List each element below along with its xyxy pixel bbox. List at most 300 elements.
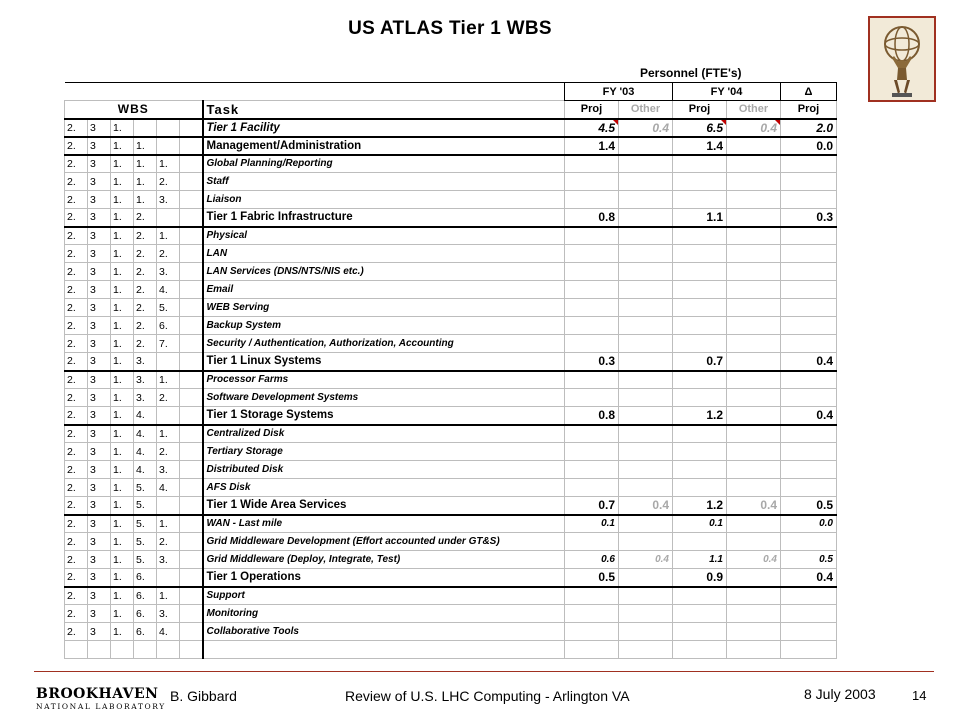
task-cell: Liaison [203, 191, 565, 209]
other-fy03-cell [619, 353, 673, 371]
task-cell: Management/Administration [203, 137, 565, 155]
table-row [65, 587, 837, 605]
table-row [65, 407, 837, 425]
wbs-code-cell [180, 479, 203, 497]
other-fy03-cell [619, 407, 673, 425]
delta-cell: 0.4 [781, 569, 837, 587]
wbs-code-cell: 1. [111, 479, 134, 497]
proj-fy04-cell: 1.1 [673, 209, 727, 227]
wbs-code-cell [180, 533, 203, 551]
page-title: US ATLAS Tier 1 WBS [348, 18, 552, 39]
table-row [65, 245, 837, 263]
wbs-code-cell: 3. [157, 191, 180, 209]
wbs-code-cell: 6. [134, 587, 157, 605]
wbs-code-cell: 1. [111, 407, 134, 425]
wbs-code-cell: 4. [157, 479, 180, 497]
other-fy03-cell [619, 317, 673, 335]
other-fy03-cell [619, 587, 673, 605]
wbs-code-cell: 2. [65, 155, 88, 173]
proj-header-fy04: Proj [673, 101, 727, 119]
delta-cell [781, 425, 837, 443]
wbs-code-cell: 4. [134, 461, 157, 479]
task-cell: WAN - Last mile [203, 515, 565, 533]
proj-fy04-cell [673, 533, 727, 551]
other-fy04-cell [727, 353, 781, 371]
wbs-code-cell: 1. [111, 623, 134, 641]
other-fy04-cell [727, 317, 781, 335]
fy03-header: FY '03 [565, 83, 673, 101]
proj-fy04-cell [673, 263, 727, 281]
table-row [65, 569, 837, 587]
proj-fy03-cell [565, 155, 619, 173]
task-cell: Grid Middleware Development (Effort accounted under GT&S) [203, 533, 565, 551]
atlas-figure-logo-icon [868, 16, 936, 102]
wbs-code-cell: 1. [111, 155, 134, 173]
wbs-code-cell: 1. [111, 497, 134, 515]
wbs-code-cell: 6. [134, 623, 157, 641]
wbs-code-cell: 2. [157, 245, 180, 263]
proj-fy03-cell [565, 227, 619, 245]
wbs-code-cell: 2. [134, 281, 157, 299]
wbs-code-cell: 3 [88, 425, 111, 443]
wbs-code-cell: 1. [111, 371, 134, 389]
table-row [65, 425, 837, 443]
task-cell: Collaborative Tools [203, 623, 565, 641]
wbs-code-cell: 1. [111, 119, 134, 137]
wbs-code-cell: 1. [111, 425, 134, 443]
wbs-code-cell: 3 [88, 551, 111, 569]
table-row [65, 263, 837, 281]
table-row [65, 515, 837, 533]
task-cell: Support [203, 587, 565, 605]
table-row [65, 335, 837, 353]
delta-cell [781, 533, 837, 551]
delta-cell [781, 317, 837, 335]
other-fy03-cell [619, 533, 673, 551]
table-row [65, 281, 837, 299]
delta-cell [781, 245, 837, 263]
delta-cell [781, 173, 837, 191]
other-fy03-cell [619, 263, 673, 281]
proj-fy03-cell: 4.5 [565, 119, 619, 137]
wbs-code-cell: 2. [65, 353, 88, 371]
wbs-code-cell: 1. [111, 281, 134, 299]
wbs-code-cell: 1. [111, 335, 134, 353]
wbs-code-cell: 5. [134, 479, 157, 497]
proj-fy03-cell [565, 479, 619, 497]
wbs-code-cell [180, 281, 203, 299]
delta-cell [781, 605, 837, 623]
task-cell: Backup System [203, 317, 565, 335]
wbs-code-cell: 5. [157, 299, 180, 317]
wbs-code-cell: 4. [157, 623, 180, 641]
wbs-code-cell [180, 335, 203, 353]
proj-fy04-cell [673, 641, 727, 659]
wbs-code-cell: 1. [134, 173, 157, 191]
wbs-code-cell: 3. [157, 605, 180, 623]
wbs-code-cell: 1. [157, 371, 180, 389]
other-fy04-cell [727, 533, 781, 551]
column-header-row [65, 101, 837, 119]
task-header: Task [203, 101, 565, 119]
wbs-code-cell [157, 407, 180, 425]
personnel-label: Personnel (FTE's) [640, 66, 742, 80]
other-fy03-cell [619, 173, 673, 191]
wbs-code-cell: 2. [65, 623, 88, 641]
other-fy03-cell [619, 479, 673, 497]
lab-subtitle: NATIONAL LABORATORY [36, 702, 166, 711]
other-fy04-cell [727, 569, 781, 587]
wbs-code-cell: 1. [157, 155, 180, 173]
proj-header-delta: Proj [781, 101, 837, 119]
wbs-code-cell [157, 119, 180, 137]
wbs-code-cell: 1. [134, 137, 157, 155]
proj-fy04-cell [673, 317, 727, 335]
wbs-code-cell: 1. [111, 605, 134, 623]
wbs-code-cell: 2. [65, 443, 88, 461]
proj-fy03-cell: 0.3 [565, 353, 619, 371]
other-fy04-cell [727, 191, 781, 209]
wbs-code-cell [180, 461, 203, 479]
proj-fy03-cell: 0.5 [565, 569, 619, 587]
table-row [65, 209, 837, 227]
other-header-fy03: Other [619, 101, 673, 119]
other-fy03-cell: 0.4 [619, 497, 673, 515]
other-fy04-cell: 0.4 [727, 119, 781, 137]
other-fy04-cell [727, 623, 781, 641]
wbs-code-cell: 2. [65, 173, 88, 191]
table-row [65, 353, 837, 371]
wbs-code-cell: 2. [157, 389, 180, 407]
other-fy03-cell [619, 425, 673, 443]
talk-title: Review of U.S. LHC Computing - Arlington VA [345, 688, 630, 704]
wbs-code-cell [65, 641, 88, 659]
other-fy03-cell [619, 623, 673, 641]
proj-fy04-cell [673, 245, 727, 263]
proj-fy03-cell [565, 425, 619, 443]
wbs-code-cell: 3. [134, 353, 157, 371]
wbs-code-cell: 3 [88, 569, 111, 587]
task-cell: Grid Middleware (Deploy, Integrate, Test) [203, 551, 565, 569]
wbs-code-cell: 1. [111, 569, 134, 587]
proj-fy03-cell [565, 389, 619, 407]
task-cell: Tertiary Storage [203, 443, 565, 461]
task-cell: WEB Serving [203, 299, 565, 317]
table-row [65, 551, 837, 569]
proj-fy04-cell [673, 227, 727, 245]
table-row [65, 137, 837, 155]
table-row [65, 605, 837, 623]
wbs-code-cell [157, 641, 180, 659]
wbs-code-cell [180, 587, 203, 605]
wbs-code-cell [157, 137, 180, 155]
wbs-code-cell: 2. [65, 299, 88, 317]
wbs-code-cell: 3 [88, 155, 111, 173]
wbs-code-cell: 3 [88, 245, 111, 263]
wbs-code-cell: 6. [134, 569, 157, 587]
other-fy04-cell [727, 407, 781, 425]
delta-cell [781, 389, 837, 407]
wbs-code-cell: 3 [88, 587, 111, 605]
wbs-code-cell [134, 119, 157, 137]
wbs-code-cell: 2. [65, 515, 88, 533]
task-cell: AFS Disk [203, 479, 565, 497]
wbs-code-cell [180, 371, 203, 389]
task-cell: Tier 1 Operations [203, 569, 565, 587]
other-fy03-cell [619, 605, 673, 623]
delta-cell [781, 443, 837, 461]
wbs-code-cell [180, 263, 203, 281]
table-row [65, 119, 837, 137]
proj-fy04-cell [673, 299, 727, 317]
wbs-code-cell [157, 209, 180, 227]
delta-cell [781, 263, 837, 281]
proj-fy03-cell [565, 317, 619, 335]
wbs-code-cell: 3 [88, 623, 111, 641]
wbs-code-cell: 2. [157, 173, 180, 191]
table-row [65, 173, 837, 191]
proj-fy03-cell: 0.1 [565, 515, 619, 533]
wbs-code-cell: 5. [134, 551, 157, 569]
wbs-code-cell: 2. [65, 227, 88, 245]
wbs-code-cell: 2. [65, 461, 88, 479]
other-fy04-cell [727, 605, 781, 623]
wbs-code-cell: 1. [134, 191, 157, 209]
wbs-code-cell: 2. [65, 209, 88, 227]
other-fy04-cell [727, 263, 781, 281]
wbs-code-cell [157, 497, 180, 515]
wbs-code-cell: 2. [65, 479, 88, 497]
table-row [65, 641, 837, 659]
wbs-code-cell: 2. [65, 407, 88, 425]
wbs-code-cell: 3 [88, 389, 111, 407]
task-cell: Tier 1 Linux Systems [203, 353, 565, 371]
task-cell: Tier 1 Storage Systems [203, 407, 565, 425]
proj-fy03-cell [565, 533, 619, 551]
wbs-code-cell: 3 [88, 317, 111, 335]
other-fy03-cell [619, 299, 673, 317]
wbs-code-cell: 2. [134, 335, 157, 353]
wbs-code-cell: 1. [111, 533, 134, 551]
wbs-code-cell: 1. [111, 443, 134, 461]
table-row [65, 227, 837, 245]
task-cell: Centralized Disk [203, 425, 565, 443]
wbs-code-cell: 1. [134, 155, 157, 173]
other-fy04-cell [727, 641, 781, 659]
delta-cell [781, 299, 837, 317]
wbs-code-cell [180, 605, 203, 623]
wbs-code-cell: 3 [88, 281, 111, 299]
other-fy04-cell: 0.4 [727, 551, 781, 569]
proj-fy03-cell: 1.4 [565, 137, 619, 155]
wbs-code-cell [180, 425, 203, 443]
other-fy04-cell [727, 209, 781, 227]
wbs-code-cell [180, 443, 203, 461]
wbs-code-cell [180, 245, 203, 263]
wbs-code-cell: 2. [134, 263, 157, 281]
table-row [65, 443, 837, 461]
delta-cell: 0.0 [781, 137, 837, 155]
task-cell: Tier 1 Facility [203, 119, 565, 137]
other-fy03-cell: 0.4 [619, 119, 673, 137]
proj-fy03-cell [565, 371, 619, 389]
proj-fy04-cell [673, 389, 727, 407]
proj-fy03-cell [565, 335, 619, 353]
wbs-code-cell [157, 569, 180, 587]
wbs-code-cell: 4. [134, 443, 157, 461]
wbs-code-cell: 3 [88, 353, 111, 371]
delta-cell [781, 371, 837, 389]
other-fy04-cell [727, 335, 781, 353]
wbs-code-cell: 1. [157, 227, 180, 245]
delta-cell: 0.4 [781, 353, 837, 371]
other-fy03-cell [619, 335, 673, 353]
wbs-code-cell: 2. [65, 389, 88, 407]
wbs-code-cell: 3 [88, 191, 111, 209]
other-fy04-cell [727, 227, 781, 245]
delta-cell [781, 461, 837, 479]
wbs-code-cell [180, 389, 203, 407]
proj-fy04-cell [673, 155, 727, 173]
proj-fy03-cell [565, 281, 619, 299]
proj-fy03-cell [565, 461, 619, 479]
wbs-code-cell: 3 [88, 209, 111, 227]
wbs-code-cell [180, 515, 203, 533]
other-fy03-cell: 0.4 [619, 551, 673, 569]
proj-fy03-cell [565, 443, 619, 461]
delta-header: Δ [781, 83, 837, 101]
wbs-code-cell: 2. [65, 317, 88, 335]
other-header-fy04: Other [727, 101, 781, 119]
table-row [65, 155, 837, 173]
other-fy03-cell [619, 443, 673, 461]
proj-fy04-cell: 1.2 [673, 497, 727, 515]
wbs-code-cell: 1. [111, 389, 134, 407]
wbs-code-cell: 3 [88, 119, 111, 137]
wbs-code-cell: 3. [134, 389, 157, 407]
proj-header-fy03: Proj [565, 101, 619, 119]
wbs-code-cell [180, 497, 203, 515]
table-row [65, 317, 837, 335]
wbs-code-cell: 2. [65, 263, 88, 281]
other-fy04-cell: 0.4 [727, 497, 781, 515]
table-row [65, 299, 837, 317]
proj-fy04-cell [673, 173, 727, 191]
wbs-code-cell: 2. [134, 209, 157, 227]
wbs-code-cell: 2. [65, 137, 88, 155]
wbs-code-cell: 1. [111, 515, 134, 533]
wbs-code-cell: 2. [65, 605, 88, 623]
proj-fy04-cell: 0.1 [673, 515, 727, 533]
delta-cell [781, 155, 837, 173]
wbs-code-cell: 7. [157, 335, 180, 353]
wbs-code-cell: 2. [134, 299, 157, 317]
wbs-code-cell: 2. [65, 587, 88, 605]
lab-name: BROOKHAVEN [36, 686, 159, 702]
wbs-code-cell: 3 [88, 497, 111, 515]
other-fy03-cell [619, 209, 673, 227]
proj-fy03-cell: 0.6 [565, 551, 619, 569]
proj-fy03-cell [565, 641, 619, 659]
wbs-code-cell [180, 317, 203, 335]
task-cell: Security / Authentication, Authorization, Accounting [203, 335, 565, 353]
wbs-header: WBS [65, 101, 203, 119]
proj-fy03-cell [565, 605, 619, 623]
task-cell [203, 641, 565, 659]
task-cell: Software Development Systems [203, 389, 565, 407]
proj-fy03-cell: 0.8 [565, 209, 619, 227]
wbs-code-cell [180, 137, 203, 155]
wbs-code-cell: 2. [65, 245, 88, 263]
proj-fy04-cell [673, 605, 727, 623]
proj-fy03-cell [565, 623, 619, 641]
task-cell: Tier 1 Fabric Infrastructure [203, 209, 565, 227]
wbs-code-cell [111, 641, 134, 659]
proj-fy04-cell [673, 425, 727, 443]
wbs-code-cell: 2. [65, 191, 88, 209]
delta-cell: 0.5 [781, 551, 837, 569]
proj-fy04-cell: 1.1 [673, 551, 727, 569]
wbs-code-cell: 2. [157, 443, 180, 461]
wbs-code-cell: 3 [88, 443, 111, 461]
wbs-code-cell: 3. [157, 263, 180, 281]
other-fy04-cell [727, 371, 781, 389]
wbs-code-cell: 1. [111, 137, 134, 155]
wbs-code-cell: 1. [111, 245, 134, 263]
wbs-code-cell: 5. [134, 497, 157, 515]
fy-header-row [65, 83, 837, 101]
delta-cell [781, 479, 837, 497]
wbs-code-cell: 2. [157, 533, 180, 551]
wbs-code-cell: 1. [111, 317, 134, 335]
delta-cell [781, 227, 837, 245]
delta-cell [781, 281, 837, 299]
wbs-code-cell: 4. [134, 425, 157, 443]
wbs-code-cell: 6. [134, 605, 157, 623]
other-fy03-cell [619, 461, 673, 479]
wbs-code-cell: 1. [111, 227, 134, 245]
wbs-code-cell: 3 [88, 479, 111, 497]
wbs-code-cell: 3 [88, 335, 111, 353]
wbs-code-cell: 2. [65, 551, 88, 569]
wbs-code-cell: 3 [88, 263, 111, 281]
wbs-code-cell: 3 [88, 461, 111, 479]
other-fy03-cell [619, 641, 673, 659]
delta-cell [781, 335, 837, 353]
wbs-code-cell: 1. [111, 263, 134, 281]
delta-cell: 2.0 [781, 119, 837, 137]
wbs-code-cell [157, 353, 180, 371]
wbs-code-cell: 3. [134, 371, 157, 389]
proj-fy03-cell: 0.8 [565, 407, 619, 425]
other-fy03-cell [619, 245, 673, 263]
wbs-code-cell [180, 551, 203, 569]
wbs-code-cell: 1. [157, 425, 180, 443]
task-cell: Monitoring [203, 605, 565, 623]
proj-fy03-cell: 0.7 [565, 497, 619, 515]
wbs-code-cell: 2. [65, 281, 88, 299]
other-fy04-cell [727, 479, 781, 497]
table-row [65, 389, 837, 407]
proj-fy04-cell [673, 281, 727, 299]
proj-fy04-cell [673, 443, 727, 461]
proj-fy03-cell [565, 299, 619, 317]
proj-fy04-cell [673, 623, 727, 641]
wbs-code-cell [180, 155, 203, 173]
wbs-code-cell [180, 407, 203, 425]
wbs-code-cell: 2. [65, 335, 88, 353]
delta-cell: 0.4 [781, 407, 837, 425]
